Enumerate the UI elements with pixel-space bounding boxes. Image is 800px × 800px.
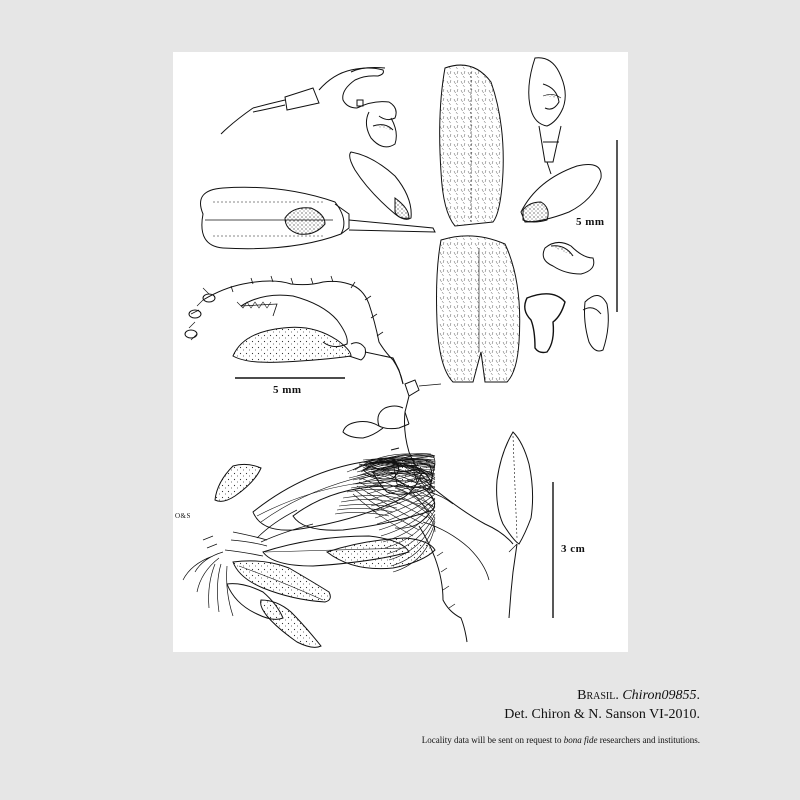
whole-plant — [183, 454, 489, 648]
petal — [350, 152, 412, 219]
country-name: Brasil — [577, 688, 616, 703]
illustration-plate — [173, 52, 628, 652]
lip-parts — [525, 242, 609, 352]
flower-side-view — [221, 68, 396, 147]
scale-label-lower-right: 3 cm — [561, 543, 586, 555]
note-text-before: Locality data will be sent on request to — [421, 735, 564, 745]
single-leaf — [497, 432, 533, 618]
lateral-sepal — [521, 165, 601, 223]
inflorescence — [185, 276, 441, 424]
scale-label-upper-right: 5 mm — [576, 216, 605, 228]
caption — [504, 686, 700, 724]
determination-line: Det. Chiron & N. Sanson VI-2010. — [504, 707, 700, 722]
caption-line-1: Brasil. Chiron09855. — [577, 688, 700, 703]
botanical-drawing — [173, 52, 628, 652]
artist-signature: O&S — [175, 512, 191, 520]
scale-label-middle-left: 5 mm — [273, 384, 302, 396]
note-italic: bona fide — [563, 735, 598, 745]
column — [529, 58, 566, 174]
flower-front-view — [201, 187, 436, 248]
locality-note — [422, 735, 700, 745]
collector-number: Chiron09855 — [622, 688, 697, 703]
dorsal-sepal — [440, 65, 504, 226]
note-text-after: researchers and institutions. — [597, 735, 700, 745]
synsepal — [437, 236, 520, 382]
